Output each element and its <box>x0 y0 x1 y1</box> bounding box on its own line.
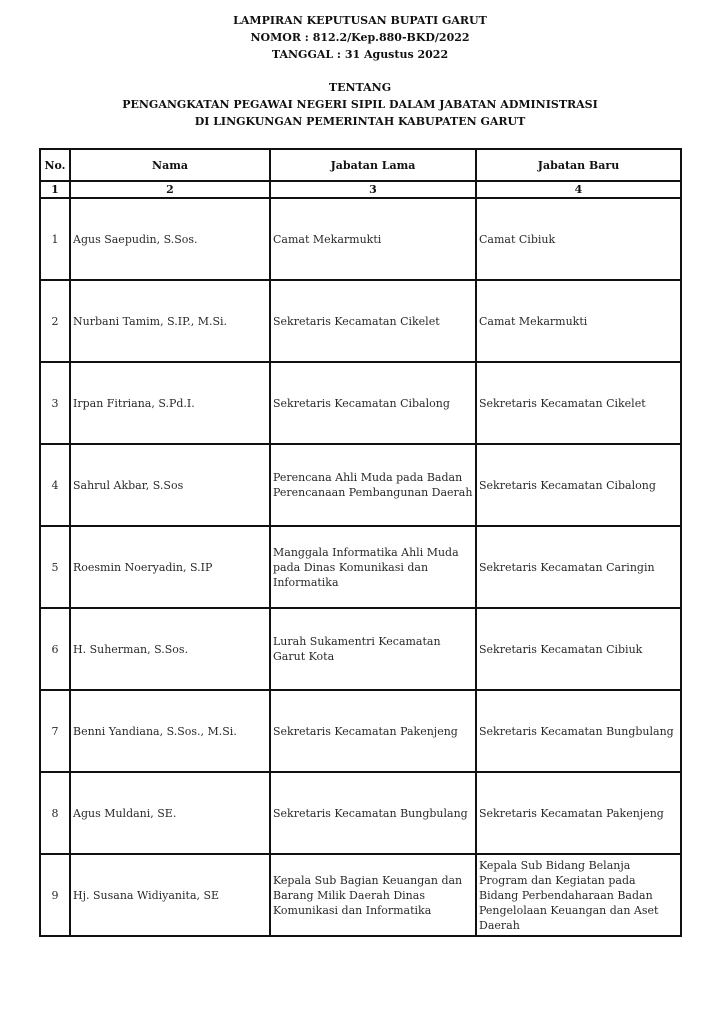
column-header-nama: Nama <box>70 149 270 181</box>
table-row <box>40 362 681 444</box>
row-jabatan-baru: Sekretaris Kecamatan Caringin <box>476 526 681 608</box>
row-jabatan-baru: Camat Mekarmukti <box>476 280 681 362</box>
header-date: TANGGAL : 31 Agustus 2022 <box>271 48 449 61</box>
column-header-jabatan-baru: Jabatan Baru <box>476 149 681 181</box>
table-row <box>40 280 681 362</box>
row-jabatan-baru: Camat Cibiuk <box>476 198 681 280</box>
row-jabatan-lama: Sekretaris Kecamatan Cibalong <box>270 362 476 444</box>
row-jabatan-baru: Kepala Sub Bidang Belanja Program dan Kegiatan pada Bidang Perbendaharaan Badan Pengelolaan Keuangan dan Aset Daerah <box>476 854 681 936</box>
column-header-no: No. <box>40 149 70 181</box>
column-number: 3 <box>270 181 476 198</box>
table-row <box>40 198 681 280</box>
row-nama: H. Suherman, S.Sos. <box>70 608 270 690</box>
row-number: 9 <box>40 854 70 936</box>
table-row <box>40 690 681 772</box>
row-nama: Roesmin Noeryadin, S.IP <box>70 526 270 608</box>
table-header-row <box>40 149 681 181</box>
row-number: 4 <box>40 444 70 526</box>
row-number: 2 <box>40 280 70 362</box>
header-number: NOMOR : 812.2/Kep.880-BKD/2022 <box>250 31 470 44</box>
table-row <box>40 608 681 690</box>
subject-label: TENTANG <box>328 81 392 94</box>
row-nama: Hj. Susana Widiyanita, SE <box>70 854 270 936</box>
row-nama: Agus Muldani, SE. <box>70 772 270 854</box>
row-nama: Irpan Fitriana, S.Pd.I. <box>70 362 270 444</box>
table-row <box>40 854 681 936</box>
row-jabatan-lama: Kepala Sub Bagian Keuangan dan Barang Milik Daerah Dinas Komunikasi dan Informatika <box>270 854 476 936</box>
row-jabatan-lama: Sekretaris Kecamatan Bungbulang <box>270 772 476 854</box>
column-number: 2 <box>70 181 270 198</box>
row-jabatan-baru: Sekretaris Kecamatan Cibalong <box>476 444 681 526</box>
row-jabatan-lama: Perencana Ahli Muda pada Badan Perencanaan Pembangunan Daerah <box>270 444 476 526</box>
subject-line-1: PENGANGKATAN PEGAWAI NEGERI SIPIL DALAM JABATAN ADMINISTRASI <box>122 98 598 111</box>
row-nama: Agus Saepudin, S.Sos. <box>70 198 270 280</box>
row-jabatan-lama: Camat Mekarmukti <box>270 198 476 280</box>
row-jabatan-lama: Manggala Informatika Ahli Muda pada Dinas Komunikasi dan Informatika <box>270 526 476 608</box>
appointment-table <box>39 148 682 937</box>
row-number: 7 <box>40 690 70 772</box>
table-row <box>40 526 681 608</box>
column-number: 1 <box>40 181 70 198</box>
row-jabatan-baru: Sekretaris Kecamatan Cikelet <box>476 362 681 444</box>
subject-line-2: DI LINGKUNGAN PEMERINTAH KABUPATEN GARUT <box>194 115 526 128</box>
row-number: 5 <box>40 526 70 608</box>
header-title: LAMPIRAN KEPUTUSAN BUPATI GARUT <box>233 14 487 27</box>
row-number: 6 <box>40 608 70 690</box>
row-jabatan-lama: Lurah Sukamentri Kecamatan Garut Kota <box>270 608 476 690</box>
table-row <box>40 772 681 854</box>
row-jabatan-lama: Sekretaris Kecamatan Cikelet <box>270 280 476 362</box>
row-number: 3 <box>40 362 70 444</box>
column-number-row <box>40 181 681 198</box>
row-number: 8 <box>40 772 70 854</box>
row-nama: Sahrul Akbar, S.Sos <box>70 444 270 526</box>
row-number: 1 <box>40 198 70 280</box>
row-jabatan-baru: Sekretaris Kecamatan Pakenjeng <box>476 772 681 854</box>
document-header <box>0 12 720 130</box>
column-header-jabatan-lama: Jabatan Lama <box>270 149 476 181</box>
row-jabatan-baru: Sekretaris Kecamatan Bungbulang <box>476 690 681 772</box>
row-jabatan-lama: Sekretaris Kecamatan Pakenjeng <box>270 690 476 772</box>
row-nama: Benni Yandiana, S.Sos., M.Si. <box>70 690 270 772</box>
row-jabatan-baru: Sekretaris Kecamatan Cibiuk <box>476 608 681 690</box>
row-nama: Nurbani Tamim, S.IP., M.Si. <box>70 280 270 362</box>
column-number: 4 <box>476 181 681 198</box>
table-row <box>40 444 681 526</box>
